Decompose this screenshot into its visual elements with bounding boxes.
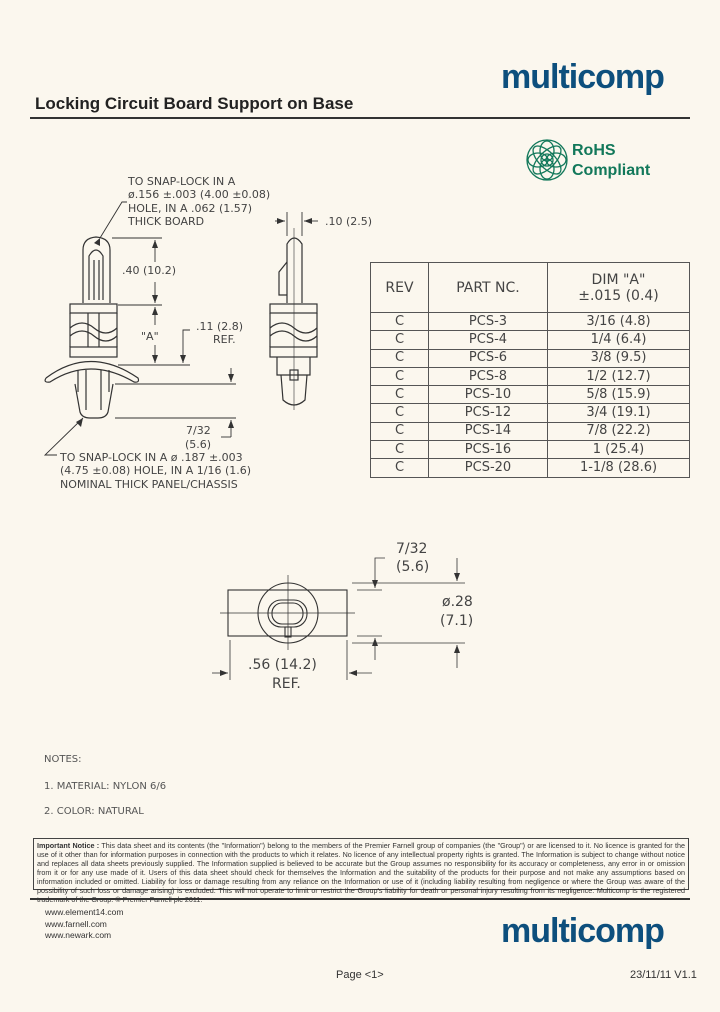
notice-text: This data sheet and its contents (the "Information") belong to the members of the Premier Farnell group of companies (the "Group") or are licensed to it. No licence is granted for the use of it other than for information purposes in connection with the products to which it relates. No licence of any intellectual property rights is granted. The Information is subject to change without notice and replaces all data sheets previously supplied. The Information supplied is believed to be accurate but the Group assumes no responsibility for its accuracy or completeness, any error in or omission from it or for any use made of it. Users of this data sheet should check for themselves the Information and the suitability of the products for their purpose and not make any assumptions based on information included or omitted. Liability for loss or damage resulting from any reliance on the Information or use of it (including liability resulting from negligence or where the Group was aware of the possibility of such loss or damage arising) is excluded. This will not operate to limit or restrict the Group's liability for death or personal injury resulting from its negligence. Multicomp is the registered xyxy=(37,841,685,895)
plan-dim: 7/32 xyxy=(396,541,428,557)
bottom-note-line: (4.75 ±0.08) HOLE, IN A 1/16 (1.6) xyxy=(60,464,252,477)
cell-part-no: PCS-6 xyxy=(429,349,548,367)
notes-heading: NOTES: xyxy=(44,754,82,765)
cell-dim-a: 3/8 (9.5) xyxy=(548,349,690,367)
bottom-note-line: TO SNAP-LOCK IN A ø .187 ±.003 xyxy=(60,451,243,464)
note-item: 1. MATERIAL: NYLON 6/6 xyxy=(44,781,167,792)
top-note-line: THICK BOARD xyxy=(128,215,205,228)
notice-label: Important Notice : xyxy=(37,841,100,850)
table-row xyxy=(371,349,690,367)
part-number-table xyxy=(370,262,690,478)
table-row xyxy=(371,422,690,440)
plan-diameter: ø.28 xyxy=(442,594,473,610)
cell-rev: C xyxy=(371,404,429,422)
cell-dim-a: 1/2 (12.7) xyxy=(548,367,690,385)
table-row xyxy=(371,386,690,404)
cell-rev: C xyxy=(371,349,429,367)
page-number: Page <1> xyxy=(336,969,384,981)
multicomp-logo-bottom: multicomp xyxy=(501,912,664,950)
header-dim-tolerance: ±.015 (0.4) xyxy=(578,287,659,304)
rohs-line1: RoHS xyxy=(572,142,616,159)
table-row xyxy=(371,404,690,422)
cell-part-no: PCS-14 xyxy=(429,422,548,440)
cell-dim-a: 5/8 (15.9) xyxy=(548,386,690,404)
table-row xyxy=(371,331,690,349)
plan-length: .56 (14.2) xyxy=(248,657,317,673)
table-row xyxy=(371,459,690,477)
dim-ref-label: REF. xyxy=(213,333,236,346)
dim-a: "A" xyxy=(141,330,159,343)
cell-dim-a: 1-1/8 (28.6) xyxy=(548,459,690,477)
cell-rev: C xyxy=(371,367,429,385)
cell-rev: C xyxy=(371,441,429,459)
dim-top: .40 (10.2) xyxy=(122,264,177,277)
header-part-no: PART NC. xyxy=(429,263,548,313)
top-note-line: ø.156 ±.003 (4.00 ±0.08) xyxy=(128,188,271,201)
rohs-line2: Compliant xyxy=(572,162,651,179)
cell-part-no: PCS-10 xyxy=(429,386,548,404)
cell-dim-a: 1 (25.4) xyxy=(548,441,690,459)
dim-bottom-metric: (5.6) xyxy=(185,438,212,451)
cell-rev: C xyxy=(371,313,429,331)
cell-rev: C xyxy=(371,331,429,349)
link-element14[interactable]: www.element14.com xyxy=(45,907,124,917)
footer-divider xyxy=(30,898,690,900)
dim-side: .10 (2.5) xyxy=(325,215,373,228)
bottom-note-line: NOMINAL THICK PANEL/CHASSIS xyxy=(60,478,238,491)
table-header-row xyxy=(371,263,690,313)
link-newark[interactable]: www.newark.com xyxy=(45,930,112,940)
cell-part-no: PCS-4 xyxy=(429,331,548,349)
cell-rev: C xyxy=(371,386,429,404)
link-farnell[interactable]: www.farnell.com xyxy=(45,919,107,929)
cell-dim-a: 3/16 (4.8) xyxy=(548,313,690,331)
table-row xyxy=(371,313,690,331)
cell-part-no: PCS-12 xyxy=(429,404,548,422)
table-row xyxy=(371,441,690,459)
plan-dim-metric: (5.6) xyxy=(396,559,430,575)
cell-part-no: PCS-8 xyxy=(429,367,548,385)
top-note-line: TO SNAP-LOCK IN A xyxy=(128,175,236,188)
important-notice xyxy=(33,838,689,895)
revision-date: 23/11/11 V1.1 xyxy=(630,969,697,981)
side-view xyxy=(270,228,317,410)
cell-part-no: PCS-16 xyxy=(429,441,548,459)
cell-part-no: PCS-20 xyxy=(429,459,548,477)
dim-ref: .11 (2.8) xyxy=(196,320,244,333)
page-title: Locking Circuit Board Support on Base xyxy=(35,94,354,113)
cell-rev: C xyxy=(371,459,429,477)
note-item: 2. COLOR: NATURAL xyxy=(44,806,144,817)
plan-length-ref: REF. xyxy=(272,676,301,692)
plan-diameter-metric: (7.1) xyxy=(440,613,474,629)
top-note-line: HOLE, IN A .062 (1.57) xyxy=(128,202,253,215)
header-rev: REV xyxy=(371,263,429,313)
multicomp-logo-top: multicomp xyxy=(501,58,664,96)
cell-dim-a: 3/4 (19.1) xyxy=(548,404,690,422)
cell-dim-a: 1/4 (6.4) xyxy=(548,331,690,349)
cell-rev: C xyxy=(371,422,429,440)
cell-part-no: PCS-3 xyxy=(429,313,548,331)
cell-dim-a: 7/8 (22.2) xyxy=(548,422,690,440)
header-dim-a-label: DIM "A" xyxy=(591,271,646,288)
dim-bottom: 7/32 xyxy=(186,424,211,437)
header-dim-a xyxy=(548,263,690,313)
table-row xyxy=(371,367,690,385)
